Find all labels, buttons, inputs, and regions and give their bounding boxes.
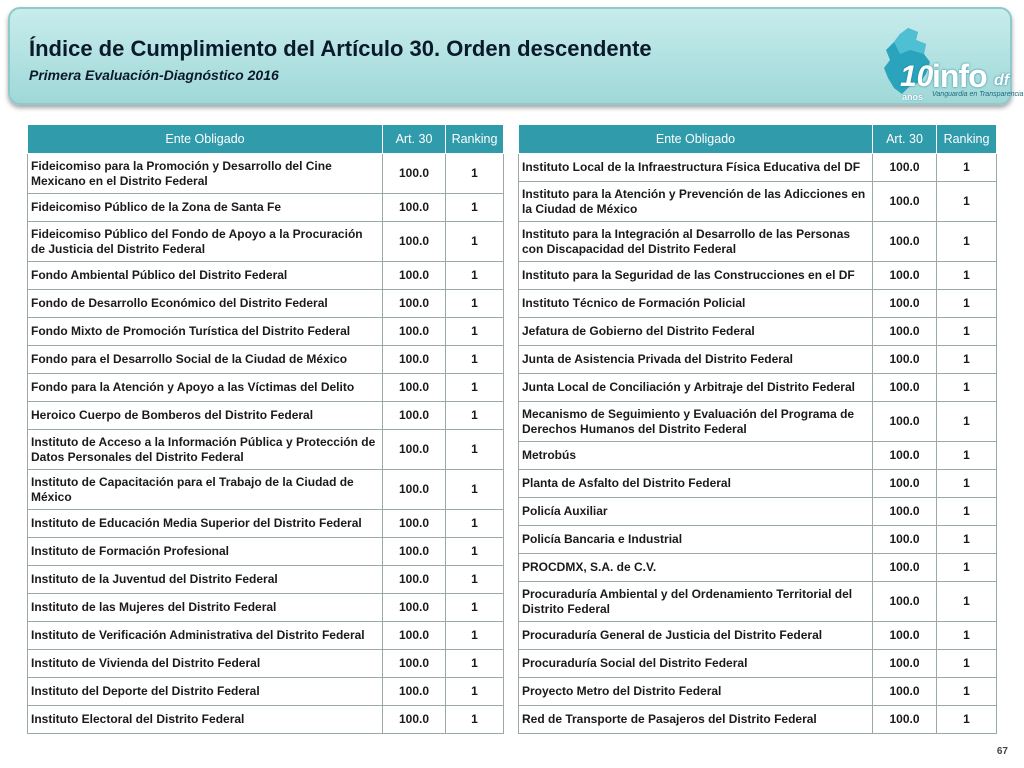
right-compliance-table: [518, 124, 997, 734]
cell-entity: Fondo para el Desarrollo Social de la Ciudad de México: [28, 346, 383, 374]
cell-score: 100.0: [383, 678, 446, 706]
cell-rank: 1: [446, 622, 504, 650]
cell-score: 100.0: [873, 498, 937, 526]
cell-entity: Instituto para la Integración al Desarrollo de las Personas con Discapacidad del Distrito Federal: [519, 222, 873, 262]
table-row: [519, 222, 997, 262]
table-row: [28, 622, 504, 650]
cell-rank: 1: [937, 154, 997, 182]
cell-score: 100.0: [873, 678, 937, 706]
cell-entity: Instituto para la Seguridad de las Construcciones en el DF: [519, 262, 873, 290]
cell-rank: 1: [937, 346, 997, 374]
cell-score: 100.0: [873, 182, 937, 222]
cell-score: 100.0: [383, 194, 446, 222]
column-header-score: Art. 30: [383, 125, 446, 154]
table-row: [28, 470, 504, 510]
cell-entity: Instituto del Deporte del Distrito Federal: [28, 678, 383, 706]
cell-score: 100.0: [383, 402, 446, 430]
cell-entity: Junta Local de Conciliación y Arbitraje del Distrito Federal: [519, 374, 873, 402]
table-row: [28, 538, 504, 566]
table-row: [28, 594, 504, 622]
cell-score: 100.0: [873, 346, 937, 374]
cell-score: 100.0: [873, 470, 937, 498]
cell-entity: Policía Bancaria e Industrial: [519, 526, 873, 554]
cell-score: 100.0: [383, 222, 446, 262]
cell-rank: 1: [937, 222, 997, 262]
cell-rank: 1: [446, 402, 504, 430]
cell-rank: 1: [937, 374, 997, 402]
table-row: [519, 442, 997, 470]
cell-score: 100.0: [873, 442, 937, 470]
cell-rank: 1: [446, 566, 504, 594]
table-row: [28, 430, 504, 470]
logo-tagline: Vanguardia en Transparencia: [932, 91, 1024, 98]
cell-score: 100.0: [383, 594, 446, 622]
cell-entity: Mecanismo de Seguimiento y Evaluación del Programa de Derechos Humanos del Distrito Federal: [519, 402, 873, 442]
cell-rank: 1: [937, 526, 997, 554]
cell-entity: Instituto Técnico de Formación Policial: [519, 290, 873, 318]
cell-entity: Fideicomiso Público de la Zona de Santa Fe: [28, 194, 383, 222]
cell-entity: Instituto de Formación Profesional: [28, 538, 383, 566]
cell-entity: Procuraduría Ambiental y del Ordenamiento Territorial del Distrito Federal: [519, 582, 873, 622]
cell-score: 100.0: [383, 470, 446, 510]
cell-entity: Procuraduría General de Justicia del Distrito Federal: [519, 622, 873, 650]
cell-entity: Jefatura de Gobierno del Distrito Federal: [519, 318, 873, 346]
cell-score: 100.0: [873, 222, 937, 262]
table-row: [28, 510, 504, 538]
cell-rank: 1: [446, 678, 504, 706]
table-row: [519, 182, 997, 222]
left-compliance-table: [27, 124, 504, 734]
cell-rank: 1: [937, 262, 997, 290]
cell-entity: Instituto Local de la Infraestructura Física Educativa del DF: [519, 154, 873, 182]
cell-entity: Fondo para la Atención y Apoyo a las Víctimas del Delito: [28, 374, 383, 402]
page-number: 67: [996, 746, 1008, 757]
logo-number: 10: [900, 60, 934, 93]
cell-rank: 1: [937, 706, 997, 734]
cell-score: 100.0: [873, 262, 937, 290]
table-row: [519, 582, 997, 622]
column-header-rank: Ranking: [446, 125, 504, 154]
cell-score: 100.0: [383, 650, 446, 678]
cell-score: 100.0: [383, 706, 446, 734]
cell-rank: 1: [937, 442, 997, 470]
cell-entity: Heroico Cuerpo de Bomberos del Distrito Federal: [28, 402, 383, 430]
cell-rank: 1: [446, 650, 504, 678]
table-row: [519, 470, 997, 498]
cell-entity: Fideicomiso Público del Fondo de Apoyo a la Procuración de Justicia del Distrito Federal: [28, 222, 383, 262]
page-subtitle: Primera Evaluación-Diagnóstico 2016: [29, 67, 279, 83]
page-title: Índice de Cumplimiento del Artículo 30. Orden descendente: [29, 36, 652, 61]
cell-entity: Fondo Mixto de Promoción Turística del Distrito Federal: [28, 318, 383, 346]
cell-rank: 1: [446, 262, 504, 290]
cell-score: 100.0: [873, 582, 937, 622]
table-row: [519, 650, 997, 678]
cell-score: 100.0: [873, 650, 937, 678]
cell-score: 100.0: [873, 154, 937, 182]
cell-rank: 1: [937, 498, 997, 526]
table-row: [28, 650, 504, 678]
table-row: [519, 374, 997, 402]
cell-rank: 1: [937, 470, 997, 498]
cell-rank: 1: [937, 182, 997, 222]
cell-score: 100.0: [383, 262, 446, 290]
cell-entity: Instituto de Acceso a la Información Pública y Protección de Datos Personales del Distrito Federal: [28, 430, 383, 470]
cell-score: 100.0: [873, 706, 937, 734]
table-row: [519, 262, 997, 290]
column-header-score: Art. 30: [873, 125, 937, 154]
cell-rank: 1: [937, 650, 997, 678]
column-header-rank: Ranking: [937, 125, 997, 154]
table-row: [519, 526, 997, 554]
cell-entity: PROCDMX, S.A. de C.V.: [519, 554, 873, 582]
cell-rank: 1: [446, 510, 504, 538]
cell-entity: Planta de Asfalto del Distrito Federal: [519, 470, 873, 498]
table-row: [519, 402, 997, 442]
cell-entity: Metrobús: [519, 442, 873, 470]
cell-rank: 1: [446, 538, 504, 566]
table-row: [28, 402, 504, 430]
cell-score: 100.0: [383, 346, 446, 374]
cell-entity: Instituto de las Mujeres del Distrito Federal: [28, 594, 383, 622]
table-row: [519, 706, 997, 734]
cell-rank: 1: [937, 402, 997, 442]
table-row: [28, 346, 504, 374]
table-row: [519, 622, 997, 650]
cell-rank: 1: [446, 222, 504, 262]
cell-rank: 1: [446, 470, 504, 510]
cell-score: 100.0: [383, 538, 446, 566]
cell-entity: Red de Transporte de Pasajeros del Distrito Federal: [519, 706, 873, 734]
table-row: [28, 194, 504, 222]
cell-entity: Proyecto Metro del Distrito Federal: [519, 678, 873, 706]
cell-score: 100.0: [383, 290, 446, 318]
cell-score: 100.0: [873, 554, 937, 582]
table-row: [28, 154, 504, 194]
cell-rank: 1: [937, 290, 997, 318]
cell-entity: Policía Auxiliar: [519, 498, 873, 526]
cell-rank: 1: [937, 678, 997, 706]
cell-rank: 1: [937, 622, 997, 650]
cell-score: 100.0: [383, 622, 446, 650]
cell-entity: Instituto Electoral del Distrito Federal: [28, 706, 383, 734]
cell-rank: 1: [446, 706, 504, 734]
cell-score: 100.0: [873, 290, 937, 318]
cell-entity: Instituto de Vivienda del Distrito Federal: [28, 650, 383, 678]
logo-years: años: [902, 92, 924, 102]
table-row: [519, 678, 997, 706]
table-row: [519, 290, 997, 318]
cell-rank: 1: [446, 154, 504, 194]
cell-score: 100.0: [383, 566, 446, 594]
table-row: [28, 374, 504, 402]
table-row: [519, 318, 997, 346]
table-row: [28, 290, 504, 318]
cell-score: 100.0: [383, 510, 446, 538]
cell-entity: Instituto para la Atención y Prevención de las Adicciones en la Ciudad de México: [519, 182, 873, 222]
cell-entity: Fondo de Desarrollo Económico del Distrito Federal: [28, 290, 383, 318]
cell-entity: Instituto de Educación Media Superior del Distrito Federal: [28, 510, 383, 538]
cell-rank: 1: [446, 594, 504, 622]
table-row: [28, 222, 504, 262]
cell-rank: 1: [446, 374, 504, 402]
cell-entity: Instituto de la Juventud del Distrito Federal: [28, 566, 383, 594]
cell-score: 100.0: [383, 430, 446, 470]
cell-rank: 1: [446, 430, 504, 470]
cell-score: 100.0: [873, 374, 937, 402]
column-header-entity: Ente Obligado: [519, 125, 873, 154]
cell-entity: Procuraduría Social del Distrito Federal: [519, 650, 873, 678]
logo-suffix: df: [994, 72, 1010, 89]
cell-entity: Junta de Asistencia Privada del Distrito Federal: [519, 346, 873, 374]
cell-entity: Fideicomiso para la Promoción y Desarrollo del Cine Mexicano en el Distrito Federal: [28, 154, 383, 194]
cell-rank: 1: [937, 554, 997, 582]
logo-word: info: [932, 58, 987, 94]
cell-entity: Instituto de Capacitación para el Trabajo de la Ciudad de México: [28, 470, 383, 510]
cell-rank: 1: [446, 290, 504, 318]
infodf-logo: [880, 24, 1024, 104]
cell-rank: 1: [446, 194, 504, 222]
cell-score: 100.0: [383, 154, 446, 194]
table-row: [28, 706, 504, 734]
cell-score: 100.0: [383, 374, 446, 402]
cell-score: 100.0: [873, 318, 937, 346]
cell-entity: Instituto de Verificación Administrativa del Distrito Federal: [28, 622, 383, 650]
table-row: [28, 678, 504, 706]
table-row: [28, 566, 504, 594]
table-row: [519, 498, 997, 526]
table-row: [28, 318, 504, 346]
cell-score: 100.0: [383, 318, 446, 346]
cell-rank: 1: [937, 318, 997, 346]
cell-rank: 1: [446, 318, 504, 346]
cell-score: 100.0: [873, 402, 937, 442]
table-row: [519, 554, 997, 582]
table-header-row: [519, 125, 997, 154]
cell-score: 100.0: [873, 526, 937, 554]
cell-entity: Fondo Ambiental Público del Distrito Federal: [28, 262, 383, 290]
cell-rank: 1: [937, 582, 997, 622]
column-header-entity: Ente Obligado: [28, 125, 383, 154]
table-row: [519, 154, 997, 182]
cell-rank: 1: [446, 346, 504, 374]
title-banner: [8, 7, 1024, 105]
cell-score: 100.0: [873, 622, 937, 650]
table-row: [519, 346, 997, 374]
table-header-row: [28, 125, 504, 154]
table-row: [28, 262, 504, 290]
